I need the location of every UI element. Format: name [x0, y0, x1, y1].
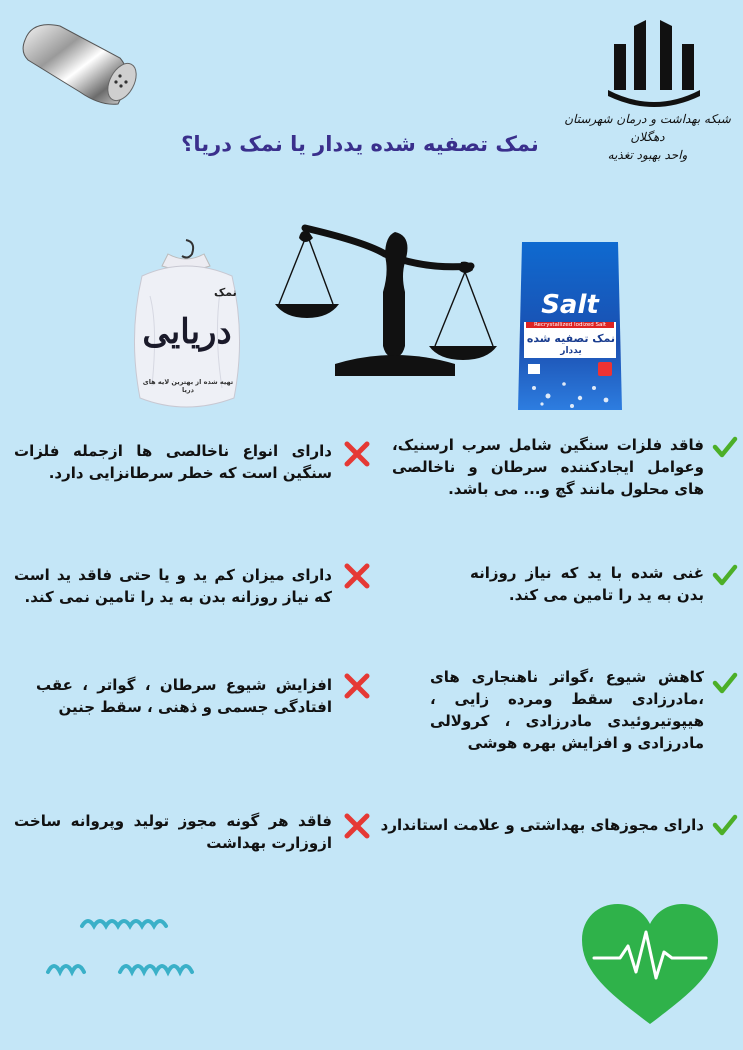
logo-line-1: شبکه بهداشت و درمان شهرستان دهگلان: [564, 112, 731, 144]
iodized-sub: یددار: [560, 346, 582, 356]
heart-pulse-icon: [580, 902, 720, 1028]
balance-scale-icon: [275, 218, 497, 386]
sea-salt-drawback-2: دارای میزان کم ید و یا حتی فاقد ید است که نیاز روزانه بدن به ید را تامین نمی کند.: [14, 566, 332, 606]
sea-salt-name: دریایی: [142, 312, 232, 352]
check-icon: [712, 434, 738, 460]
sea-salt-drawback-4: فاقد هر گونه مجوز تولید وپروانه ساخت ازوزارت بهداشت: [14, 812, 332, 852]
page-title: نمک تصفیه شده یددار یا نمک دریا؟: [181, 132, 539, 156]
sea-salt-caption: تهیه شده از بهترین لایه های دریا: [142, 378, 234, 394]
iodized-benefit-3: کاهش شیوع ،گواتر ناهنجاری های ،مادرزادی سقط ومرده زایی ، هیپوتیروئیدی مادرزادی ، کرولالی مادرزادی و افزایش بهره هوشی: [430, 668, 704, 752]
health-network-logo: [604, 4, 704, 108]
check-icon: [712, 812, 738, 838]
iodized-benefit-1: فاقد فلزات سنگین شامل سرب ارسنیک، وعوامل ایجادکننده سرطان و ناخالصی های محلول مانند گچ و... می باشد.: [392, 436, 704, 498]
sea-salt-drawback-1: دارای انواع ناخالصی ها ازجمله فلزات سنگین است که خطر سرطانزایی دارد.: [14, 442, 332, 482]
logo-text: [560, 110, 735, 164]
salt-shaker-icon: [20, 12, 140, 112]
check-icon: [712, 562, 738, 588]
sea-salt-brand: نمک: [214, 286, 237, 299]
iodized-subtitle: Recrystallized Iodized Salt: [526, 322, 614, 328]
iodized-benefit-4: دارای مجوزهای بهداشتی و علامت استاندارد: [380, 816, 704, 834]
sea-salt-drawback-3: افزایش شیوع سرطان ، گواتر ، عقب افتادگی جسمی و ذهنی ، سقط جنین: [36, 676, 332, 716]
logo-line-2: واحد بهبود تغذیه: [607, 148, 688, 162]
cross-icon: [343, 562, 371, 590]
iodized-brand: Salt: [541, 290, 599, 320]
waves-icon: [44, 912, 214, 982]
iodized-name: نمک تصفیه شده: [526, 332, 616, 345]
cross-icon: [343, 812, 371, 840]
iodized-benefit-2: غنی شده با ید که نیاز روزانه بدن به ید را تامین می کند.: [470, 564, 704, 604]
cross-icon: [343, 440, 371, 468]
check-icon: [712, 670, 738, 696]
cross-icon: [343, 672, 371, 700]
